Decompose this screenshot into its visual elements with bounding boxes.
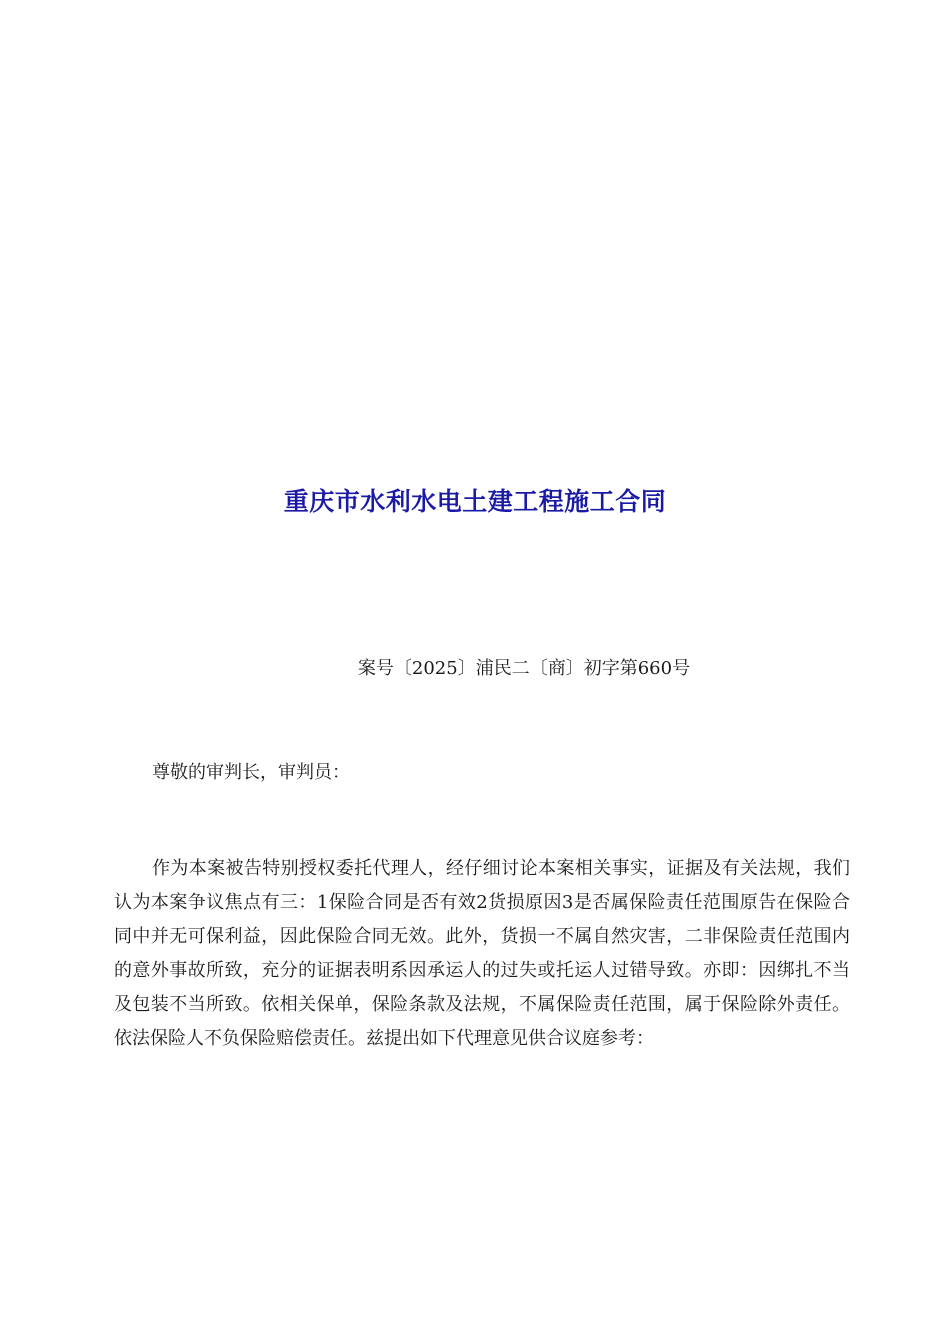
salutation: 尊敬的审判长，审判员： bbox=[152, 762, 350, 783]
body-paragraph: 作为本案被告特别授权委托代理人，经仔细讨论本案相关事实，证据及有关法规，我们认为本案争议焦点有三：1保险合同是否有效2货损原因3是否属保险责任范围原告在保险合同中并无可保利益，因此保险合同无效。此外，货损一不属自然灾害，二非保险责任范围内的意外事故所致，充分的证据表明系因承运人的过失或托运人过错导致。亦即：因绑扎不当及包装不当所致。依相关保单，保险条款及法规，不属保险责任范围，属于保险除外责任。依法保险人不负保险赔偿责任。兹提出如下代理意见供合议庭参考： bbox=[114, 858, 850, 1049]
document-title: 重庆市水利水电土建工程施工合同 bbox=[283, 487, 667, 516]
case-number: 案号〔2025〕浦民二〔商〕初字第660号 bbox=[357, 658, 691, 679]
